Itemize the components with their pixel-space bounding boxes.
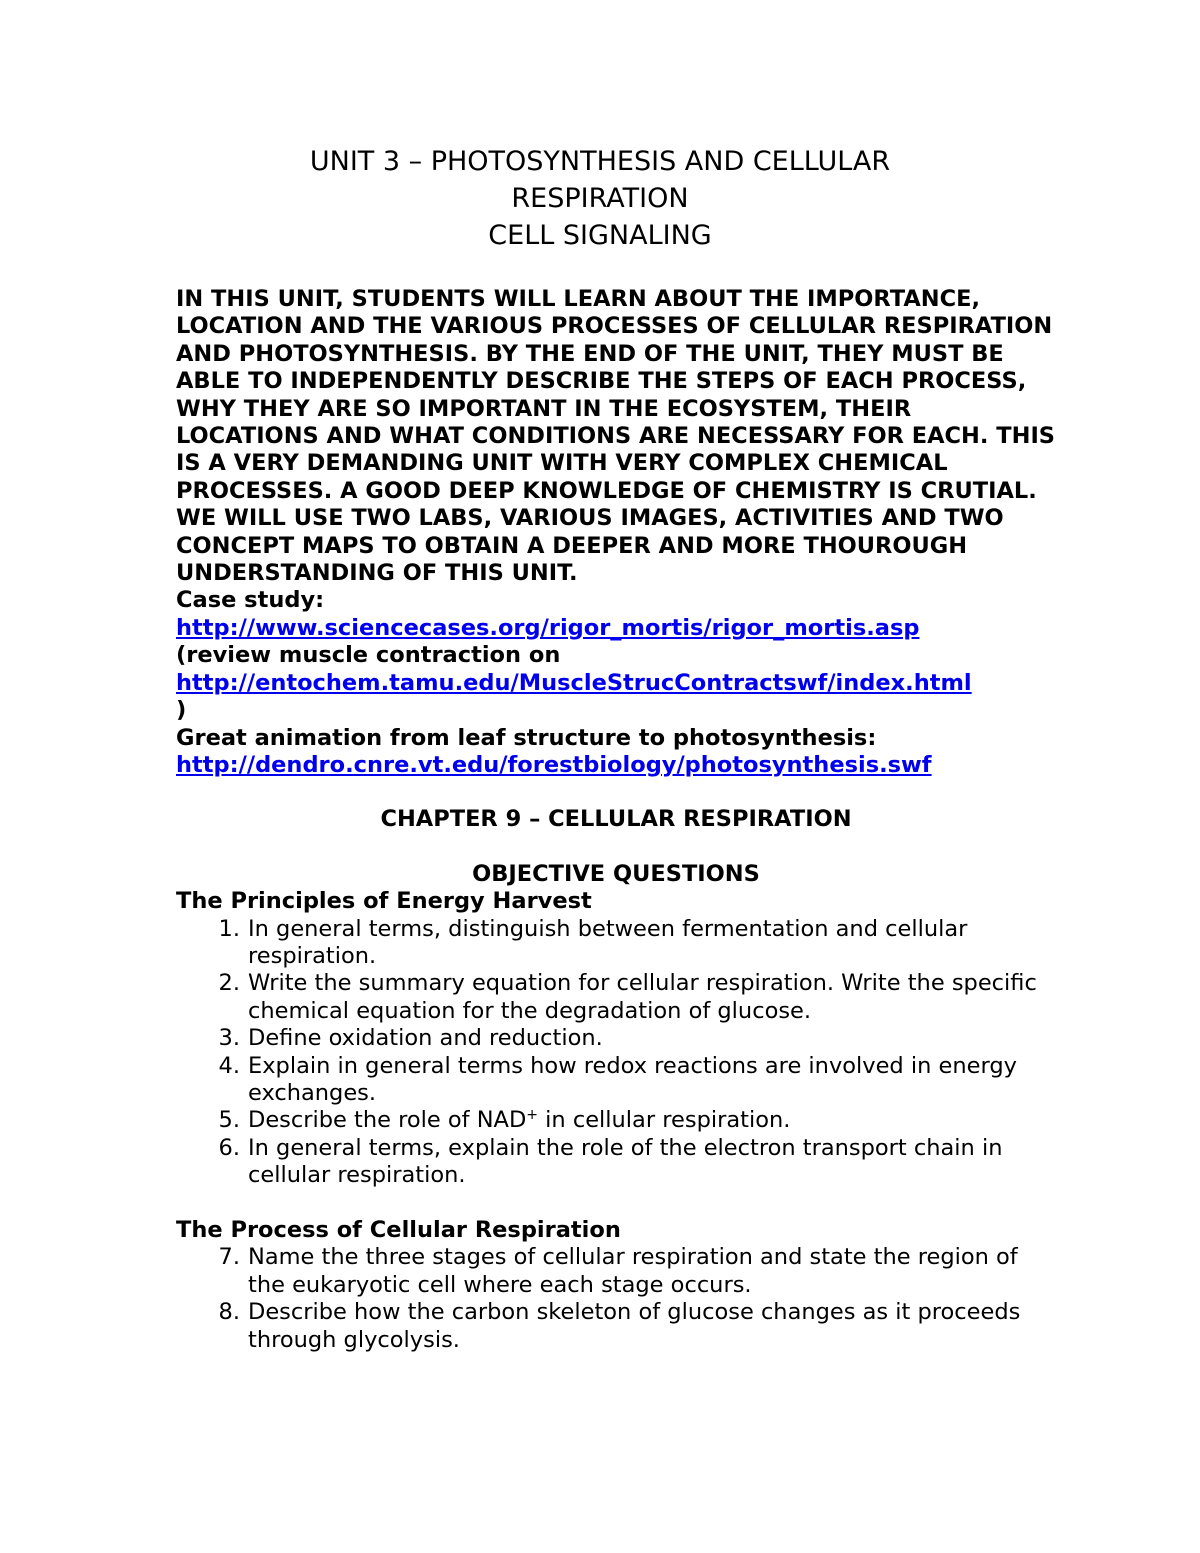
unit-title [0,143,1200,254]
question-text: Name the three stages of cellular respiration and state the region of the eukaryotic cell where each stage occurs. [248,1244,1018,1298]
question-text-before: Describe the role of NAD [248,1107,527,1134]
chapter-heading: CHAPTER 9 – CELLULAR RESPIRATION [380,806,852,833]
case-study-link[interactable]: http://www.sciencecases.org/rigor_mortis/rigor_mortis.asp [176,614,920,641]
animation-text: Great animation from leaf structure to photosynthesis: [176,724,877,751]
question-item [218,1134,1056,1190]
review-text: (review muscle contraction on [176,642,561,669]
question-number: 6. [218,1134,240,1161]
question-item [218,1244,1056,1299]
question-item [218,1299,1056,1354]
unit-title-line-1: UNIT 3 – PHOTOSYNTHESIS AND CELLULAR [309,146,891,177]
intro-section [176,286,1056,779]
muscle-contraction-link[interactable]: http://entochem.tamu.edu/MuscleStrucContractswf/index.html [176,669,972,696]
superscript-plus: + [526,1107,539,1124]
question-list-cellular-respiration [176,1244,1056,1354]
question-text: Define oxidation and reduction. [248,1025,603,1052]
question-text: Explain in general terms how redox reactions are involved in energy exchanges. [248,1052,1017,1106]
question-number: 3. [218,1025,240,1052]
question-text: In general terms, explain the role of the electron transport chain in cellular respiration. [248,1134,1003,1189]
question-number: 8. [218,1299,240,1326]
question-text-after: in cellular respiration. [538,1107,791,1134]
unit-title-line-2: RESPIRATION [511,183,689,214]
intro-paragraph-2: WE WILL USE TWO LABS, VARIOUS IMAGES, ACTIVITIES AND TWO CONCEPT MAPS TO OBTAIN A DEEPER AND MORE THOUROUGH UNDERSTANDING OF THIS UNIT. [176,505,1004,587]
photosynthesis-animation-link[interactable]: http://dendro.cnre.vt.edu/forestbiology/photosynthesis.swf [176,751,932,778]
question-number: 2. [218,970,240,997]
question-list-energy-harvest [176,916,1056,1190]
question-item [218,970,1056,1025]
question-text: In general terms, distinguish between fermentation and cellular respiration. [248,915,968,969]
section-title-energy-harvest: The Principles of Energy Harvest [176,888,592,915]
question-text: Write the summary equation for cellular respiration. Write the specific chemical equation for the degradation of glucose. [248,970,1037,1024]
question-number: 1. [218,915,240,942]
question-text: Describe how the carbon skeleton of glucose changes as it proceeds through glycolysis. [248,1299,1021,1353]
review-close-paren: ) [176,697,187,724]
question-item [218,1052,1056,1108]
spacer [176,1190,1056,1217]
question-item [218,915,1056,971]
case-study-label: Case study: [176,587,325,614]
document-body [176,286,1056,1354]
unit-title-line-3: CELL SIGNALING [488,220,712,251]
intro-paragraph-1: IN THIS UNIT, STUDENTS WILL LEARN ABOUT THE IMPORTANCE, LOCATION AND THE VARIOUS PROCESSES OF CELLULAR RESPIRATION AND PHOTOSYNTHESIS. BY THE END OF THE UNIT, THEY MUST BE ABLE TO INDEPENDENTLY DESCRIBE THE STEPS OF EACH PROCESS, WHY THEY ARE SO IMPORTANT IN THE ECOSYSTEM, THEIR LOCATIONS AND WHAT CONDITIONS ARE NECESSARY FOR EACH. THIS IS A VERY DEMANDING UNIT WITH VERY COMPLEX CHEMICAL PROCESSES. A GOOD DEEP KNOWLEDGE OF CHEMISTRY IS CRUTIAL. [176,286,1056,504]
objectives-heading: OBJECTIVE QUESTIONS [472,860,760,887]
question-number: 4. [218,1052,240,1079]
question-item [218,1025,1056,1052]
question-item [218,1107,1056,1134]
section-title-cellular-respiration: The Process of Cellular Respiration [176,1216,621,1243]
question-number: 7. [218,1244,240,1271]
question-number: 5. [218,1107,240,1134]
